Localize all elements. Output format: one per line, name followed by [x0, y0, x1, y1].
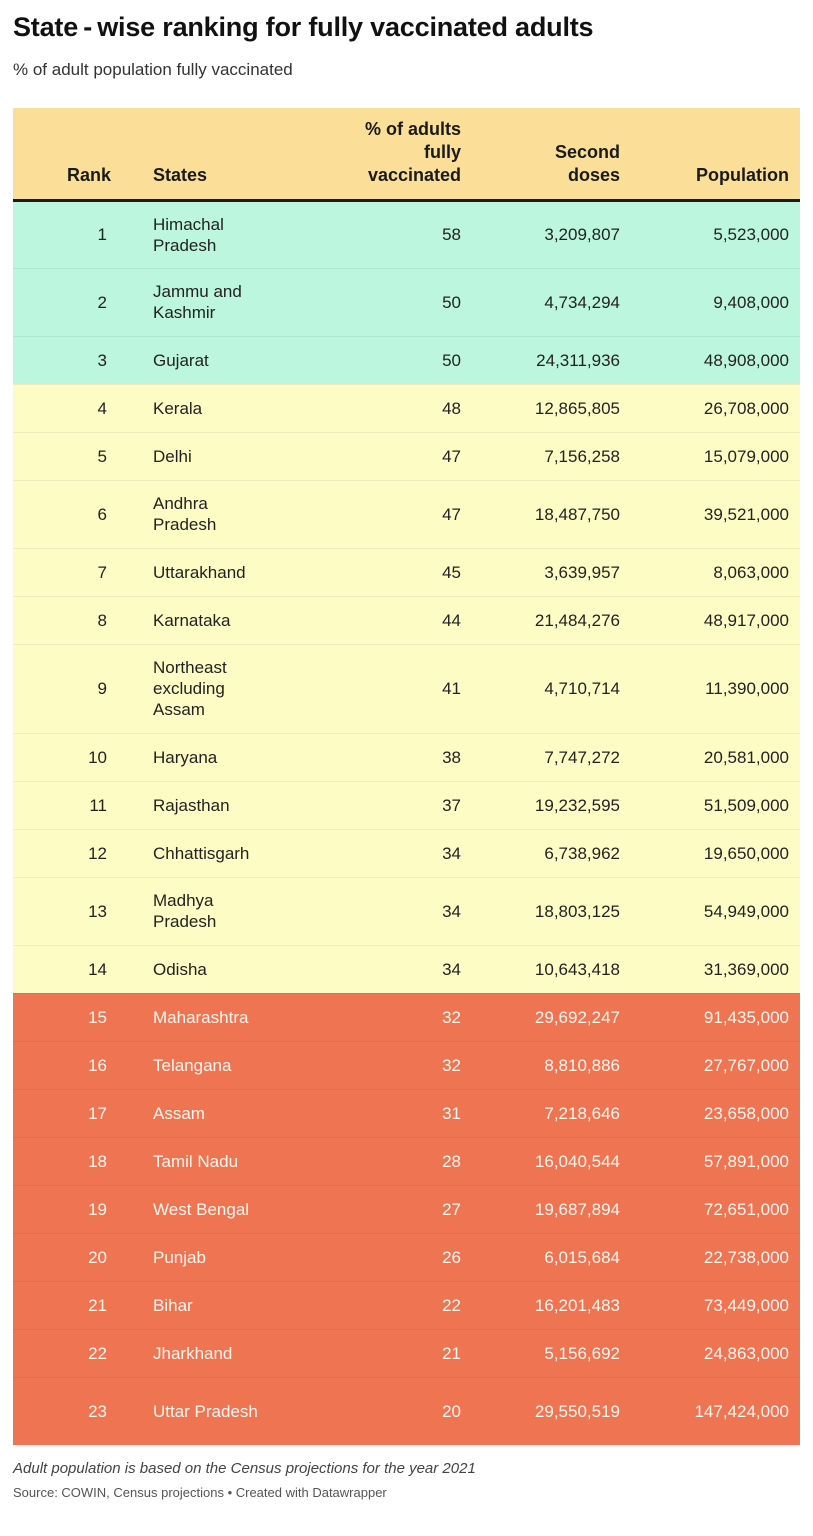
second-doses-cell-value: 6,015,684 [544, 1247, 620, 1267]
population-cell [627, 268, 800, 336]
state-cell [124, 432, 277, 480]
population-cell [627, 1377, 800, 1445]
chart-subtitle: % of adult population fully vaccinated [13, 60, 293, 79]
second-doses-cell-value: 4,710,714 [544, 679, 620, 698]
state-cell-value: Uttar Pradesh [153, 1401, 258, 1421]
rank-cell-value: 22 [88, 1343, 107, 1363]
table-row [13, 1329, 800, 1377]
second-doses-cell-value: 5,156,692 [544, 1343, 620, 1363]
table-row [13, 200, 800, 268]
column-header-label: Rank [66, 164, 111, 185]
rank-cell-value: 10 [88, 747, 107, 767]
rank-cell [13, 945, 124, 993]
second-doses-cell-value: 7,156,258 [544, 446, 620, 466]
column-header-second-doses[interactable] [461, 108, 627, 200]
percent-cell-value: 32 [442, 1007, 461, 1027]
second-doses-cell [461, 1089, 627, 1137]
population-cell [627, 829, 800, 877]
state-cell [124, 1281, 277, 1329]
state-cell [124, 877, 277, 945]
second-doses-cell-value: 3,209,807 [544, 225, 620, 244]
state-cell [124, 829, 277, 877]
state-cell [124, 733, 277, 781]
state-cell-value: Madhya Pradesh [153, 891, 217, 931]
second-doses-cell-value: 29,550,519 [534, 1401, 620, 1421]
second-doses-cell [461, 1281, 627, 1329]
rank-cell-value: 20 [88, 1247, 107, 1267]
percent-cell-value: 27 [442, 1199, 461, 1219]
population-cell-value: 73,449,000 [703, 1295, 789, 1315]
column-header-rank[interactable] [13, 108, 124, 200]
state-cell [124, 644, 277, 733]
population-cell-value: 31,369,000 [703, 959, 789, 979]
percent-cell [277, 733, 461, 781]
second-doses-cell-value: 21,484,276 [534, 610, 620, 630]
rank-cell [13, 596, 124, 644]
rank-cell-value: 3 [97, 350, 107, 370]
percent-cell [277, 548, 461, 596]
rank-cell [13, 644, 124, 733]
population-cell-value: 22,738,000 [703, 1247, 789, 1267]
footnote: Adult population is based on the Census projections for the year 2021 [13, 1460, 476, 1477]
state-cell-value: Haryana [153, 747, 218, 767]
rank-cell-value: 14 [88, 959, 107, 979]
second-doses-cell [461, 596, 627, 644]
population-cell-value: 51,509,000 [703, 795, 789, 815]
state-cell [124, 945, 277, 993]
second-doses-cell [461, 733, 627, 781]
table-body [13, 200, 800, 1445]
rank-cell [13, 1329, 124, 1377]
second-doses-cell-value: 8,810,886 [544, 1055, 620, 1075]
population-cell [627, 993, 800, 1041]
table-row [13, 384, 800, 432]
population-cell-value: 48,908,000 [703, 350, 789, 370]
population-cell-value: 26,708,000 [703, 398, 789, 418]
table-row [13, 829, 800, 877]
rank-cell [13, 200, 124, 268]
state-cell [124, 1329, 277, 1377]
percent-cell-value: 31 [442, 1103, 461, 1123]
percent-cell [277, 1377, 461, 1445]
percent-cell-value: 32 [442, 1055, 461, 1075]
state-cell [124, 336, 277, 384]
percent-cell-value: 50 [442, 350, 461, 370]
population-cell [627, 644, 800, 733]
state-cell-value: Chhattisgarh [153, 843, 250, 863]
rank-cell [13, 829, 124, 877]
table-row [13, 480, 800, 548]
table-header [13, 108, 800, 200]
rank-cell [13, 1377, 124, 1445]
population-cell [627, 384, 800, 432]
rank-cell-value: 12 [88, 843, 107, 863]
rank-cell [13, 1041, 124, 1089]
second-doses-cell [461, 268, 627, 336]
percent-cell [277, 480, 461, 548]
percent-cell [277, 1041, 461, 1089]
second-doses-cell-value: 29,692,247 [534, 1007, 620, 1027]
percent-cell [277, 945, 461, 993]
state-cell-value: Northeast excluding Assam [153, 658, 227, 719]
percent-cell [277, 781, 461, 829]
second-doses-cell [461, 781, 627, 829]
rank-cell-value: 1 [97, 225, 107, 244]
second-doses-cell [461, 336, 627, 384]
rank-cell-value: 17 [88, 1103, 107, 1123]
percent-cell-value: 58 [442, 225, 461, 244]
percent-cell-value: 34 [442, 901, 461, 921]
state-cell-value: Gujarat [153, 350, 209, 370]
state-cell-value: Telangana [153, 1055, 232, 1075]
rank-cell-value: 13 [88, 901, 107, 921]
percent-cell-value: 26 [442, 1247, 461, 1267]
rank-cell-value: 23 [88, 1401, 107, 1421]
rank-cell-value: 15 [88, 1007, 107, 1027]
table-row [13, 877, 800, 945]
rank-cell-value: 8 [97, 610, 107, 630]
table-row [13, 1185, 800, 1233]
column-header-label: % of adults fully vaccinated [364, 118, 461, 185]
percent-cell [277, 1233, 461, 1281]
state-cell-value: Jharkhand [153, 1343, 233, 1363]
population-cell [627, 1089, 800, 1137]
population-cell [627, 480, 800, 548]
second-doses-cell-value: 4,734,294 [544, 292, 620, 312]
population-cell [627, 781, 800, 829]
second-doses-cell [461, 1329, 627, 1377]
table-row [13, 781, 800, 829]
rank-cell-value: 21 [88, 1295, 107, 1315]
population-cell [627, 877, 800, 945]
rank-cell [13, 1137, 124, 1185]
state-cell [124, 596, 277, 644]
column-header-label: States [153, 164, 208, 185]
rank-cell-value: 2 [97, 292, 107, 312]
second-doses-cell [461, 384, 627, 432]
population-cell-value: 91,435,000 [703, 1007, 789, 1027]
second-doses-cell [461, 1041, 627, 1089]
percent-cell [277, 1185, 461, 1233]
column-header-states[interactable] [124, 108, 277, 200]
percent-cell [277, 1137, 461, 1185]
percent-cell-value: 20 [442, 1401, 461, 1421]
state-cell [124, 1041, 277, 1089]
population-cell-value: 20,581,000 [703, 747, 789, 767]
state-cell [124, 268, 277, 336]
percent-cell-value: 41 [442, 679, 461, 698]
percent-cell [277, 596, 461, 644]
population-cell-value: 23,658,000 [703, 1103, 789, 1123]
state-cell-value: Assam [153, 1103, 205, 1123]
population-cell-value: 54,949,000 [703, 901, 789, 921]
population-cell [627, 945, 800, 993]
column-header-population[interactable] [627, 108, 800, 200]
percent-cell-value: 37 [442, 795, 461, 815]
state-cell [124, 1233, 277, 1281]
second-doses-cell-value: 24,311,936 [536, 350, 620, 370]
source-credit: Source: COWIN, Census projections • Created with Datawrapper [13, 1485, 387, 1500]
second-doses-cell [461, 829, 627, 877]
table-row [13, 1137, 800, 1185]
percent-cell-value: 38 [442, 747, 461, 767]
percent-cell-value: 44 [442, 610, 461, 630]
rank-cell-value: 18 [88, 1151, 107, 1171]
second-doses-cell-value: 19,687,894 [534, 1199, 620, 1219]
population-cell [627, 1329, 800, 1377]
state-cell [124, 1137, 277, 1185]
population-cell-value: 39,521,000 [703, 504, 789, 524]
percent-cell-value: 22 [442, 1295, 461, 1315]
table-row [13, 548, 800, 596]
table-row [13, 336, 800, 384]
rank-cell [13, 480, 124, 548]
second-doses-cell-value: 12,865,805 [534, 398, 620, 418]
second-doses-cell-value: 18,803,125 [534, 901, 620, 921]
state-cell [124, 993, 277, 1041]
percent-cell [277, 877, 461, 945]
state-cell-value: Delhi [153, 446, 192, 466]
population-cell-value: 147,424,000 [694, 1401, 789, 1421]
second-doses-cell [461, 877, 627, 945]
population-cell [627, 1185, 800, 1233]
second-doses-cell-value: 6,738,962 [544, 843, 620, 863]
population-cell [627, 200, 800, 268]
second-doses-cell [461, 1377, 627, 1445]
percent-cell [277, 384, 461, 432]
state-cell-value: Rajasthan [153, 795, 230, 815]
chart-title: State - wise ranking for fully vaccinated adults [13, 12, 594, 42]
percent-cell [277, 336, 461, 384]
percent-cell-value: 48 [442, 398, 461, 418]
second-doses-cell [461, 644, 627, 733]
percent-cell-value: 47 [442, 446, 461, 466]
second-doses-cell-value: 19,232,595 [534, 795, 620, 815]
population-cell [627, 432, 800, 480]
percent-cell [277, 644, 461, 733]
second-doses-cell-value: 10,643,418 [534, 959, 620, 979]
table-row [13, 432, 800, 480]
second-doses-cell [461, 945, 627, 993]
rank-cell [13, 336, 124, 384]
percent-cell-value: 50 [442, 292, 461, 312]
second-doses-cell-value: 16,040,544 [534, 1151, 620, 1171]
population-cell-value: 15,079,000 [703, 446, 789, 466]
population-cell [627, 733, 800, 781]
state-cell [124, 1185, 277, 1233]
table-row [13, 1281, 800, 1329]
state-cell [124, 384, 277, 432]
table-row [13, 596, 800, 644]
table-row [13, 1233, 800, 1281]
rank-cell [13, 877, 124, 945]
percent-cell [277, 268, 461, 336]
percent-cell-value: 45 [442, 562, 461, 582]
percent-cell-value: 28 [442, 1151, 461, 1171]
rank-cell-value: 7 [97, 562, 107, 582]
rank-cell-value: 4 [97, 398, 107, 418]
population-cell-value: 72,651,000 [703, 1199, 789, 1219]
population-cell-value: 57,891,000 [703, 1151, 789, 1171]
rank-cell [13, 432, 124, 480]
population-cell-value: 5,523,000 [713, 225, 789, 244]
population-cell-value: 48,917,000 [703, 610, 789, 630]
state-cell [124, 200, 277, 268]
rank-cell [13, 1281, 124, 1329]
rank-cell-value: 6 [97, 504, 107, 524]
second-doses-cell-value: 7,218,646 [544, 1103, 620, 1123]
rank-cell [13, 733, 124, 781]
population-cell [627, 1233, 800, 1281]
population-cell [627, 336, 800, 384]
second-doses-cell [461, 480, 627, 548]
population-cell-value: 27,767,000 [703, 1055, 789, 1075]
rank-cell [13, 1185, 124, 1233]
state-cell-value: West Bengal [153, 1199, 250, 1219]
population-cell-value: 24,863,000 [703, 1343, 789, 1363]
second-doses-cell-value: 7,747,272 [544, 747, 620, 767]
state-cell-value: Tamil Nadu [153, 1151, 239, 1171]
state-cell-value: Kerala [153, 398, 203, 418]
rank-cell [13, 1233, 124, 1281]
table-row [13, 733, 800, 781]
percent-cell [277, 829, 461, 877]
column-header-label: Second doses [554, 141, 620, 185]
second-doses-cell-value: 16,201,483 [534, 1295, 620, 1315]
column-header-label: Population [696, 164, 789, 185]
percent-cell-value: 34 [442, 959, 461, 979]
percent-cell [277, 993, 461, 1041]
percent-cell [277, 1089, 461, 1137]
percent-cell-value: 21 [442, 1343, 461, 1363]
state-cell-value: Karnataka [153, 610, 231, 630]
rank-cell-value: 5 [97, 446, 107, 466]
table-row [13, 644, 800, 733]
rank-cell-value: 11 [89, 795, 107, 815]
percent-cell [277, 1329, 461, 1377]
second-doses-cell-value: 3,639,957 [544, 562, 620, 582]
state-cell [124, 1377, 277, 1445]
second-doses-cell [461, 1233, 627, 1281]
state-cell-value: Bihar [153, 1295, 193, 1315]
state-cell [124, 548, 277, 596]
state-cell-value: Maharashtra [153, 1007, 249, 1027]
state-cell [124, 480, 277, 548]
population-cell-value: 19,650,000 [703, 843, 789, 863]
table-row [13, 1089, 800, 1137]
table-row [13, 1377, 800, 1445]
state-cell [124, 781, 277, 829]
state-cell-value: Odisha [153, 959, 207, 979]
state-cell-value: Andhra Pradesh [153, 494, 217, 534]
table-row [13, 268, 800, 336]
table-row [13, 945, 800, 993]
population-cell [627, 1281, 800, 1329]
population-cell [627, 1041, 800, 1089]
rank-cell-value: 9 [97, 679, 107, 698]
rank-cell [13, 781, 124, 829]
rank-cell [13, 993, 124, 1041]
rank-cell-value: 19 [88, 1199, 107, 1219]
percent-cell [277, 432, 461, 480]
second-doses-cell [461, 1185, 627, 1233]
percent-cell [277, 1281, 461, 1329]
population-cell [627, 548, 800, 596]
population-cell-value: 8,063,000 [713, 562, 789, 582]
rank-cell [13, 268, 124, 336]
column-header-percent-vaccinated[interactable] [277, 108, 461, 200]
ranking-table [13, 108, 800, 1445]
percent-cell-value: 47 [442, 504, 461, 524]
rank-cell-value: 16 [88, 1055, 107, 1075]
state-cell-value: Uttarakhand [153, 562, 246, 582]
population-cell [627, 1137, 800, 1185]
second-doses-cell [461, 1137, 627, 1185]
state-cell-value: Himachal Pradesh [153, 214, 224, 255]
second-doses-cell [461, 200, 627, 268]
percent-cell-value: 34 [442, 843, 461, 863]
population-cell-value: 11,390,000 [705, 679, 789, 698]
percent-cell [277, 200, 461, 268]
table-row [13, 993, 800, 1041]
population-cell [627, 596, 800, 644]
table-row [13, 1041, 800, 1089]
rank-cell [13, 548, 124, 596]
state-cell-value: Jammu and Kashmir [153, 282, 242, 322]
state-cell [124, 1089, 277, 1137]
second-doses-cell [461, 548, 627, 596]
rank-cell [13, 1089, 124, 1137]
second-doses-cell [461, 432, 627, 480]
state-cell-value: Punjab [153, 1247, 206, 1267]
second-doses-cell-value: 18,487,750 [534, 504, 620, 524]
population-cell-value: 9,408,000 [713, 292, 789, 312]
rank-cell [13, 384, 124, 432]
second-doses-cell [461, 993, 627, 1041]
